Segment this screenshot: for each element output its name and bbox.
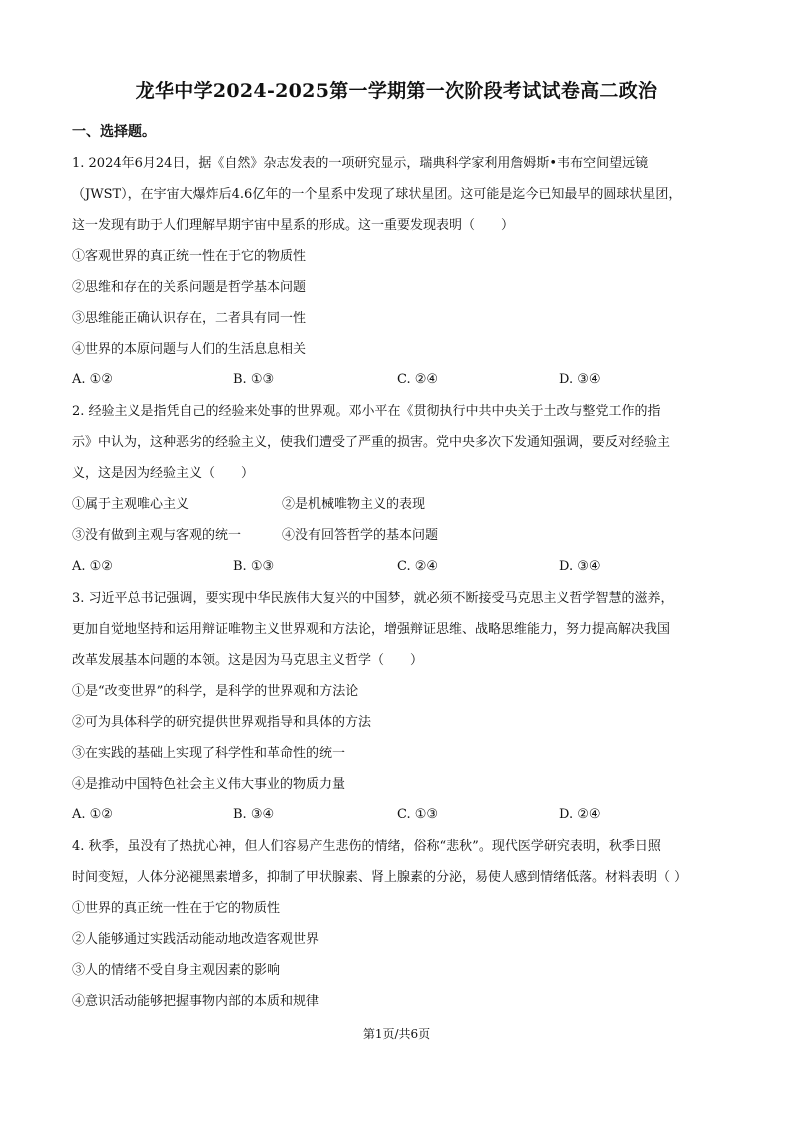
- question-2-statement: ②是机械唯物主义的表现: [282, 497, 426, 512]
- question-3-stem-line: 3. 习近平总书记强调，要实现中华民族伟大复兴的中国梦，就必须不断接受马克思主义哲学智慧的滋养，: [72, 591, 674, 606]
- question-3-statement: ③在实践的基础上实现了科学性和革命性的统一: [72, 746, 346, 761]
- question-1-statement: ③思维能正确认识存在，二者具有同一性: [72, 311, 307, 326]
- option-c: C. ①③: [397, 807, 439, 822]
- option-b: B. ③④: [233, 807, 275, 822]
- option-a: A. ①②: [72, 372, 113, 387]
- option-a: A. ①②: [72, 807, 113, 822]
- option-c: C. ②④: [397, 559, 439, 574]
- question-3-options: [72, 806, 632, 824]
- question-4-statement: ④意识活动能够把握事物内部的本质和规律: [72, 994, 320, 1009]
- question-2-statement: ①属于主观唯心主义: [72, 497, 190, 512]
- question-4-statement: ②人能够通过实践活动能动地改造客观世界: [72, 932, 320, 947]
- question-2-options: [72, 558, 632, 576]
- question-1-statement: ①客观世界的真正统一性在于它的物质性: [72, 249, 307, 264]
- option-c: C. ②④: [397, 372, 439, 387]
- page-footer: 第1页/共6页: [362, 1027, 431, 1041]
- question-4-statement: ③人的情绪不受自身主观因素的影响: [72, 963, 281, 978]
- question-1-statement: ④世界的本原问题与人们的生活息息相关: [72, 342, 307, 357]
- section-heading: 一、选择题。: [72, 124, 156, 140]
- question-2-statement: ③没有做到主观与客观的统一: [72, 528, 242, 543]
- question-1-options: [72, 371, 632, 389]
- question-2-stem-line: 示》中认为，这种恶劣的经验主义，使我们遭受了严重的损害。党中央多次下发通知强调，要反对经验主: [72, 435, 671, 450]
- question-4-stem-line: 4. 秋季，虽没有了热扰心神，但人们容易产生悲伤的情绪，俗称“悲秋”。现代医学研究表明，秋季日照: [72, 839, 661, 854]
- question-2-statement-row: [72, 496, 472, 514]
- question-3-stem-line: 更加自觉地坚持和运用辩证唯物主义世界观和方法论，增强辩证思维、战略思维能力，努力提高解决我国: [72, 622, 671, 637]
- option-d: D. ③④: [559, 372, 601, 387]
- question-1-statement: ②思维和存在的关系问题是哲学基本问题: [72, 280, 307, 295]
- question-3-stem-line: 改革发展基本问题的本领。这是因为马克思主义哲学（ ）: [72, 653, 424, 668]
- question-3-statement: ①是“改变世界”的科学，是科学的世界观和方法论: [72, 684, 359, 699]
- question-2-stem-line: 义，这是因为经验主义（ ）: [72, 466, 255, 481]
- question-1-stem-line: 这一发现有助于人们理解早期宇宙中星系的形成。这一重要发现表明（ ）: [72, 218, 515, 233]
- question-2-statement: ④没有回答哲学的基本问题: [282, 528, 439, 543]
- question-3-statement: ④是推动中国特色社会主义伟大事业的物质力量: [72, 777, 346, 792]
- question-3-statement: ②可为具体科学的研究提供世界观指导和具体的方法: [72, 715, 372, 730]
- question-1-stem-line: 1. 2024年6月24日，据《自然》杂志发表的一项研究显示，瑞典科学家利用詹姆斯•韦布空间望远镜: [72, 156, 649, 171]
- question-2-stem-line: 2. 经验主义是指凭自己的经验来处事的世界观。邓小平在《贯彻执行中共中央关于土改与整党工作的指: [72, 404, 661, 419]
- question-4-statement: ①世界的真正统一性在于它的物质性: [72, 901, 281, 916]
- option-b: B. ①③: [233, 372, 275, 387]
- option-d: D. ②④: [559, 807, 601, 822]
- option-b: B. ①③: [233, 559, 275, 574]
- question-4-stem-line: 时间变短，人体分泌褪黑素增多，抑制了甲状腺素、肾上腺素的分泌，易使人感到情绪低落。材料表明（ ）: [72, 870, 688, 885]
- option-d: D. ③④: [559, 559, 601, 574]
- question-2-statement-row: [72, 527, 472, 545]
- option-a: A. ①②: [72, 559, 113, 574]
- question-1-stem-line: （JWST），在宇宙大爆炸后4.6亿年的一个星系中发现了球状星团。这可能是迄今已知最早的圆球状星团，: [72, 187, 682, 202]
- page-title: 龙华中学2024-2025第一学期第一次阶段考试试卷高二政治: [135, 80, 658, 102]
